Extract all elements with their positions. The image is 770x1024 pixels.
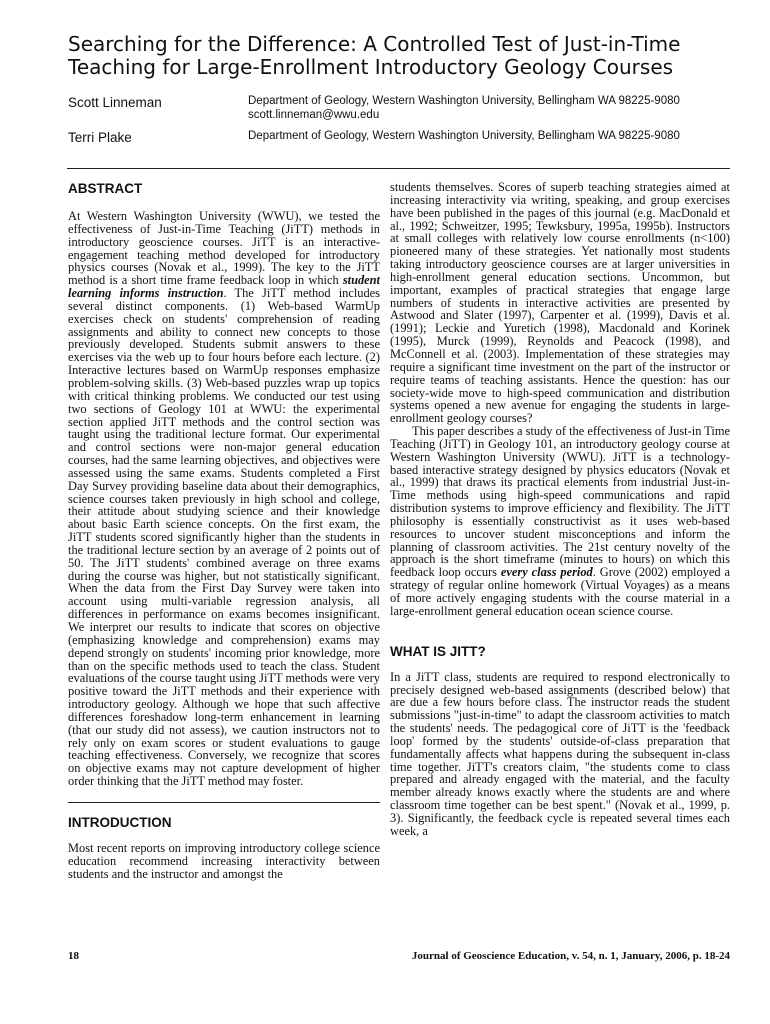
abstract-emphasis: student learning informs instruction xyxy=(68,273,380,301)
what-is-jitt-heading: WHAT IS JITT? xyxy=(390,643,486,659)
author-block xyxy=(68,95,708,153)
author-name: Terri Plake xyxy=(68,130,132,145)
journal-citation: Journal of Geoscience Education, v. 54, n. 1, January, 2006, p. 18-24 xyxy=(411,950,730,962)
intro-p2-text-a: This paper describes a study of the effectiveness of Just-in Time Teaching (JiTT) in Geology 101, an introductory geology course at Western Washington University (WWU). JiTT is a technology-based interactive strategy designed by physics educators (Novak et al., 1999) that draws its practical elements from industrial Just-in-Time methods using high-speed communications and rapid distribution systems to improve efficiency and flexibility. The JiTT philosophy is essentially constructivist as it uses web-based resources to uncover student misconceptions and inform the planning of classroom activities. The 21st century novelty of the approach is the short timeframe (minutes to hours) on which this feedback loop occurs xyxy=(390,424,730,580)
right-column xyxy=(390,181,730,838)
abstract-text-b: . The JiTT method includes several distinct components. (1) Web-based WarmUp exercises check on students' comprehension of reading assignments and ability to connect new concepts to those previously developed. Students submit answers to these exercises via the web up to four hours before each lecture. (2) Interactive lectures based on WarmUp responses emphasize problem-solving skills. (3) Web-based puzzles wrap up topics with critical thinking problems. We conducted our test using two sections of Geology 101 at WWU: the experimental section applied JiTT methods and the control section was taught using the traditional lecture format. Our experimental and control sections were non-major general education courses, had the same learning objectives, and objectives were assessed using the same exams. Students completed a First Day Survey providing baseline data about their demographics, science courses taken previously in high school and college, their attitude about studying science and their knowledge about basic Earth science concepts. On the first exam, the JiTT students scored significantly higher than the students in the traditional lecture section by an average of 2 points out of 50. The JiTT students' combined average on three exams during the course was higher, but not statistically significant. When the data from the First Day Survey were taken into account using multi-variable regression analysis, all differences in performance on exams becomes insignificant. We interpret our results to indicate that scores on objective (emphasizing knowledge and comprehension) exams may depend strongly on students' incoming prior knowledge, more than on the specific methods used to teach the class. Student evaluations of the course taught using JiTT methods were very positive toward the JiTT methods and their experience with introductory geology. Although we hope that such affective differences foreshadow long-term enhancement in learning (that our study did not assess), we caution instructors not to rely only on exam scores or student evaluations to gauge teaching effectiveness. Conversely, we recognize that scores on objective exams may not capture development of higher order thinking that the JiTT method may foster. xyxy=(68,286,381,789)
introduction-paragraph-continued: students themselves. Scores of superb teaching strategies aimed at increasing interactivity via writing, speaking, and group exercises have been published in the pages of this journal (e.g. MacDonald et al., 1992; Schweitzer, 1995; Tewksbury, 1995a, 1995b). Instructors at small colleges with relatively low course enrollments (n<100) pioneered many of these strategies. Yet nationally most students taking introductory geoscience courses are at larger universities in high-enrollment general education sections. Uncommon, but important, examples of practical strategies that engage large numbers of students in interactive activities are presented by Astwood and Slater (1997), Carpenter et al. (1999), Davis et al. (1991); Leckie and Yuretich (1998), Macdonald and Korinek (1995), Murck (1999), Reynolds and Peacock (1998), and McConnell et al. (2003). Implementation of these strategies may require a significant time investment on the part of the instructor or require teams of teaching assistants. Hence the question: has our society-wide move to high-speed communication and distribution systems opened a new avenue for engaging the students in large-enrollment geology courses? xyxy=(390,180,730,426)
author-affiliation: Department of Geology, Western Washington University, Bellingham WA 98225-9080 xyxy=(248,130,680,142)
abstract-heading: ABSTRACT xyxy=(68,181,143,196)
abstract-text-a: At Western Washington University (WWU), we tested the effectiveness of Just-in-Time Teaching (JiTT) methods in introductory geoscience courses. JiTT is an interactive-engagement teaching method developed for introductory physics courses (Novak et al., 1999). The key to the JiTT method is a short time frame feedback loop in which xyxy=(68,209,380,288)
page-number: 18 xyxy=(68,950,79,962)
introduction-paragraph-2 xyxy=(390,425,730,618)
abstract-paragraph xyxy=(68,210,380,788)
author-row xyxy=(68,95,708,122)
what-is-jitt-paragraph: In a JiTT class, students are required to respond electronically to precisely designed web-based assignments (described below) that are due a few hours before class. The instructor reads the student submissions "just-in-time" to adapt the classroom activities to match the students' needs. The pedagogical core of JiTT is the 'feedback loop' formed by the students' outside-of-class preparation that fundamentally affects what happens during the subsequent in-class time together. JiTT's creators claim, "the students come to class prepared and already engaged with the material, and the faculty member already knows exactly where the students are and where classroom time together can be best spent." (Novak et al., 1999, p. 3). Significantly, the feedback cycle is repeated several times each week, a xyxy=(390,669,730,838)
header-divider xyxy=(67,168,730,169)
paper-title: Searching for the Difference: A Controlled Test of Just-in-Time Teaching for Large-Enrollment Introductory Geology Courses xyxy=(68,32,681,79)
author-row xyxy=(68,130,708,145)
author-affiliation: Department of Geology, Western Washington University, Bellingham WA 98225-9080 scott.linneman@wwu.edu xyxy=(248,95,680,121)
intro-p2-emphasis: every class period xyxy=(500,565,593,580)
introduction-paragraph-start: Most recent reports on improving introductory college science education recommend increasing interactivity between students and the instructor and amongst the xyxy=(68,840,380,881)
introduction-heading: INTRODUCTION xyxy=(68,814,172,830)
left-column xyxy=(68,181,380,881)
intro-p2-text-b: . Grove (2002) employed a strategy of regular online homework (Virtual Voyages) as a means of more actively engaging students with the course material in a large-enrollment general education ocean science course. xyxy=(390,565,730,618)
author-name: Scott Linneman xyxy=(68,95,162,110)
